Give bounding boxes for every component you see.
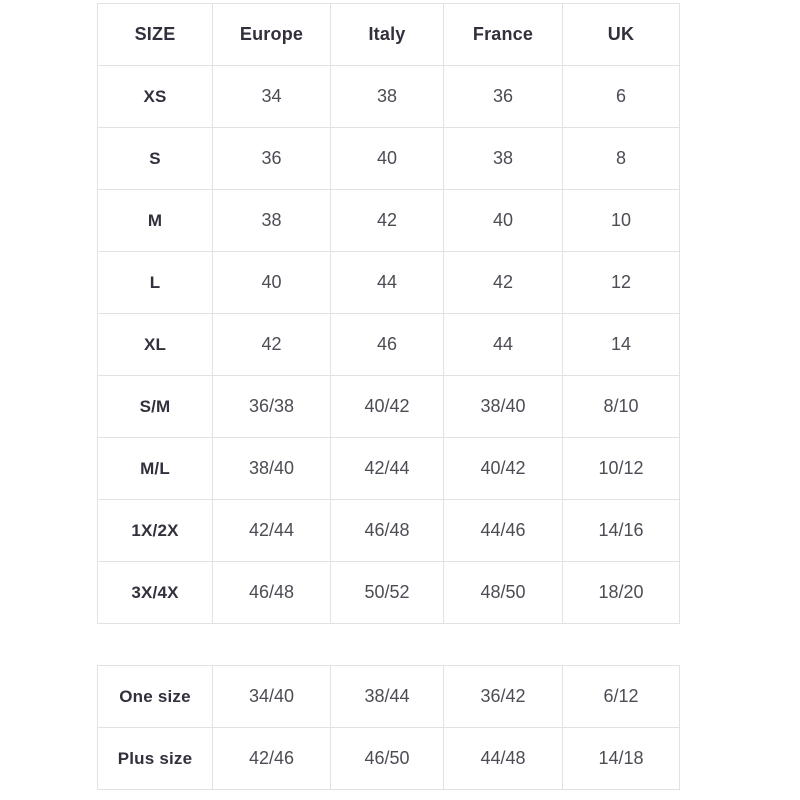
special-sizes-table xyxy=(97,665,680,790)
row-label: XL xyxy=(98,314,213,376)
table-row xyxy=(98,562,680,624)
size-value-cell: 42 xyxy=(331,190,444,252)
size-value-cell: 42/44 xyxy=(213,500,331,562)
size-value-cell: 6/12 xyxy=(563,666,680,728)
size-value-cell: 12 xyxy=(563,252,680,314)
table-row xyxy=(98,314,680,376)
size-value-cell: 8/10 xyxy=(563,376,680,438)
size-value-cell: 38 xyxy=(331,66,444,128)
size-value-cell: 36 xyxy=(444,66,563,128)
size-value-cell: 36/38 xyxy=(213,376,331,438)
size-conversion-table xyxy=(97,3,680,624)
size-value-cell: 44/48 xyxy=(444,728,563,790)
row-label: S xyxy=(98,128,213,190)
table-row xyxy=(98,252,680,314)
column-header-uk: UK xyxy=(563,4,680,66)
size-value-cell: 40/42 xyxy=(331,376,444,438)
column-header-italy: Italy xyxy=(331,4,444,66)
size-value-cell: 38/44 xyxy=(331,666,444,728)
size-value-cell: 34 xyxy=(213,66,331,128)
row-label: XS xyxy=(98,66,213,128)
size-value-cell: 6 xyxy=(563,66,680,128)
size-value-cell: 44/46 xyxy=(444,500,563,562)
row-label: Plus size xyxy=(98,728,213,790)
table-row xyxy=(98,190,680,252)
table-row xyxy=(98,376,680,438)
size-value-cell: 38/40 xyxy=(444,376,563,438)
table-row xyxy=(98,500,680,562)
size-value-cell: 46/50 xyxy=(331,728,444,790)
size-value-cell: 44 xyxy=(331,252,444,314)
size-value-cell: 38 xyxy=(213,190,331,252)
size-value-cell: 40 xyxy=(444,190,563,252)
column-header-france: France xyxy=(444,4,563,66)
size-value-cell: 42 xyxy=(213,314,331,376)
size-value-cell: 14 xyxy=(563,314,680,376)
row-label: S/M xyxy=(98,376,213,438)
row-label: M xyxy=(98,190,213,252)
size-value-cell: 42/46 xyxy=(213,728,331,790)
column-header-size: SIZE xyxy=(98,4,213,66)
size-value-cell: 36/42 xyxy=(444,666,563,728)
size-value-cell: 14/18 xyxy=(563,728,680,790)
size-value-cell: 14/16 xyxy=(563,500,680,562)
size-value-cell: 10/12 xyxy=(563,438,680,500)
row-label: M/L xyxy=(98,438,213,500)
row-label: One size xyxy=(98,666,213,728)
row-label: 1X/2X xyxy=(98,500,213,562)
table-row xyxy=(98,66,680,128)
size-value-cell: 42 xyxy=(444,252,563,314)
size-value-cell: 38/40 xyxy=(213,438,331,500)
size-value-cell: 8 xyxy=(563,128,680,190)
row-label: 3X/4X xyxy=(98,562,213,624)
size-value-cell: 50/52 xyxy=(331,562,444,624)
table-row xyxy=(98,128,680,190)
size-value-cell: 36 xyxy=(213,128,331,190)
size-value-cell: 46 xyxy=(331,314,444,376)
size-value-cell: 48/50 xyxy=(444,562,563,624)
size-value-cell: 34/40 xyxy=(213,666,331,728)
row-label: L xyxy=(98,252,213,314)
size-value-cell: 10 xyxy=(563,190,680,252)
size-value-cell: 44 xyxy=(444,314,563,376)
table-row xyxy=(98,728,680,790)
size-value-cell: 40 xyxy=(213,252,331,314)
size-value-cell: 18/20 xyxy=(563,562,680,624)
size-value-cell: 46/48 xyxy=(213,562,331,624)
header-row xyxy=(98,4,680,66)
size-value-cell: 46/48 xyxy=(331,500,444,562)
main-table-body xyxy=(98,66,680,624)
table-row xyxy=(98,438,680,500)
size-value-cell: 38 xyxy=(444,128,563,190)
size-value-cell: 40/42 xyxy=(444,438,563,500)
table-row xyxy=(98,666,680,728)
size-value-cell: 40 xyxy=(331,128,444,190)
column-header-europe: Europe xyxy=(213,4,331,66)
secondary-table-body xyxy=(98,666,680,790)
size-value-cell: 42/44 xyxy=(331,438,444,500)
